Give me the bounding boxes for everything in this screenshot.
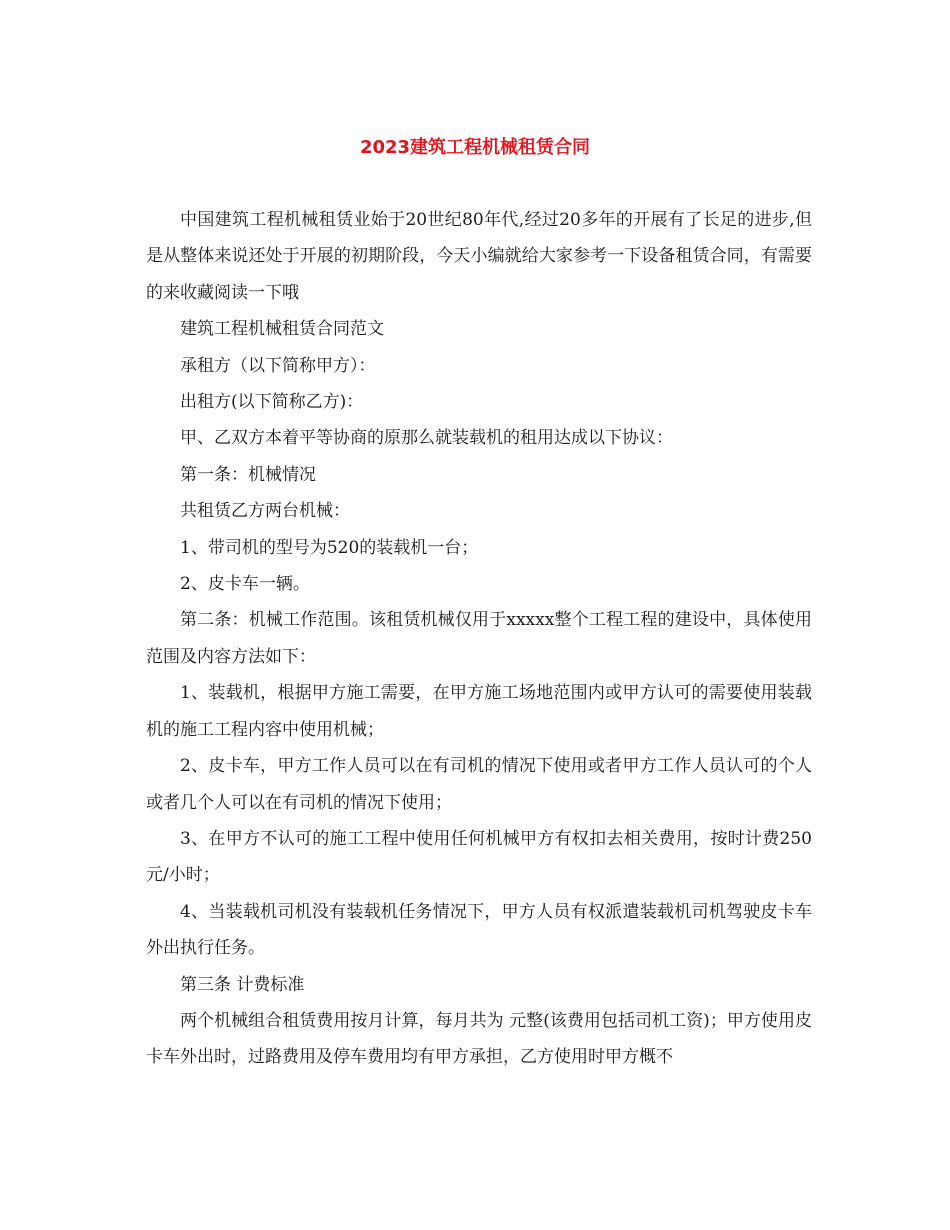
paragraph: 出租方(以下简称乙方)： bbox=[180, 392, 364, 413]
paragraph: 建筑工程机械租赁合同范文 bbox=[180, 319, 384, 340]
paragraph: 甲、乙双方本着平等协商的原那么就装载机的租用达成以下协议： bbox=[180, 428, 673, 449]
paragraph: 中国建筑工程机械租赁业始于20世纪80年代,经过20多年的开展有了长足的进步,但是从整体来说还处于开展的初期阶段，今天小编就给大家参考一下设备租赁合同，有需要的来收藏阅读一下哦 bbox=[146, 210, 812, 303]
document-title: 2023建筑工程机械租赁合同 bbox=[359, 137, 591, 158]
paragraph: 两个机械组合租赁费用按月计算，每月共为 元整(该费用包括司机工资)；甲方使用皮卡车外出时，过路费用及停车费用均有甲方承担，乙方使用时甲方概不 bbox=[146, 1010, 812, 1068]
list-item: 2、皮卡车一辆。 bbox=[180, 574, 310, 595]
paragraph: 共租赁乙方两台机械： bbox=[180, 501, 350, 522]
list-item: 2、皮卡车，甲方工作人员可以在有司机的情况下使用或者甲方工作人员认可的个人或者几个人可以在有司机的情况下使用； bbox=[146, 756, 812, 813]
section-heading: 第二条：机械工作范围。该租赁机械仅用于xxxxx整个工程工程的建设中，具体使用范围及内容方法如下： bbox=[146, 610, 812, 667]
section-heading: 第一条：机械情况 bbox=[180, 464, 316, 485]
paragraph: 承租方（以下简称甲方）： bbox=[180, 355, 376, 376]
list-item: 1、装载机，根据甲方施工需要，在甲方施工场地范围内或甲方认可的需要使用装载机的施工工程内容中使用机械； bbox=[146, 683, 812, 740]
document-body bbox=[146, 202, 812, 1076]
section-heading: 第三条 计费标准 bbox=[180, 974, 305, 995]
list-item: 3、在甲方不认可的施工工程中使用任何机械甲方有权扣去相关费用，按时计费250元/小时； bbox=[146, 828, 812, 886]
list-item: 1、带司机的型号为520的装载机一台； bbox=[180, 537, 479, 558]
list-item: 4、当装载机司机没有装载机任务情况下，甲方人员有权派遣装载机司机驾驶皮卡车外出执行任务。 bbox=[146, 901, 812, 959]
